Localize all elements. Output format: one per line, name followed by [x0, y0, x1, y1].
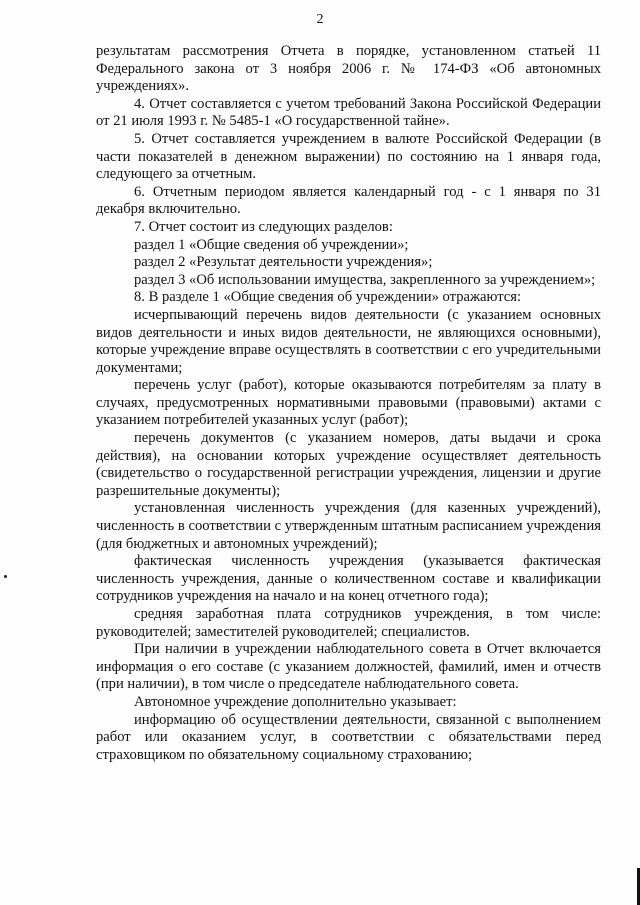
paragraph: Автономное учреждение дополнительно указывает:	[134, 693, 457, 710]
paragraph: 7. Отчет состоит из следующих разделов:	[134, 218, 393, 235]
paragraph: 4. Отчет составляется с учетом требований Закона Российской Федерации от 21 июля 1993 г. № 5485-1 «О государственной тайне».	[96, 95, 601, 130]
list-item: фактическая численность учреждения (указывается фактическая численность учреждения, данные о количественном составе и квалификации сотрудников учреждения на начало и на конец отчетного года);	[96, 553, 601, 605]
list-item: перечень документов (с указанием номеров, даты выдачи и срока действия), на основании которых учреждение осуществляет деятельность (свидетельство о государственной регистрации учреждения, лицензии и другие разрешительные документы);	[96, 430, 601, 499]
list-item: средняя заработная плата сотрудников учреждения, в том числе: руководителей; заместителей руководителей; специалистов.	[96, 606, 601, 640]
list-item: раздел 3 «Об использовании имущества, закрепленного за учреждением»;	[134, 271, 596, 288]
paragraph: 5. Отчет составляется учреждением в валюте Российской Федерации (в части показателей в денежном выражении) по состоянию на 1 января года, следующего за отчетным.	[96, 130, 601, 183]
list-item: информацию об осуществлении деятельности, связанной с выполнением работ или оказанием услуг, в соответствии с обязательствами перед страховщиком по обязательному социальному страхованию;	[96, 711, 601, 763]
paragraph: результатам рассмотрения Отчета в порядке, установленном статьей 11 Федерального закона от 3 ноября 2006 г. № 174-ФЗ «Об автономных учреждениях».	[96, 43, 601, 95]
list-item: исчерпывающий перечень видов деятельности (с указанием основных видов деятельности и иных видов деятельности, не являющихся основными), которые учреждение вправе осуществлять в соответствии с его учредительными документами;	[96, 306, 601, 376]
paragraph: 8. В разделе 1 «Общие сведения об учреждении» отражаются:	[134, 289, 522, 306]
list-item: раздел 1 «Общие сведения об учреждении»;	[134, 236, 409, 253]
list-item: установленная численность учреждения (для казенных учреждений), численность в соответствии с утвержденным штатным расписанием учреждения (для бюджетных и автономных учреждений);	[96, 500, 601, 552]
paragraph: 6. Отчетным периодом является календарный год - с 1 января по 31 декабря включительно.	[96, 183, 601, 218]
document-body	[96, 43, 601, 764]
paragraph: При наличии в учреждении наблюдательного совета в Отчет включается информация о его составе (с указанием должностей, фамилий, имен и отчеств (при наличии), в том числе о председателе наблюдательного совета.	[96, 641, 601, 693]
list-item: раздел 2 «Результат деятельности учреждения»;	[134, 254, 433, 271]
scan-dot-mark	[4, 575, 7, 578]
list-item: перечень услуг (работ), которые оказываются потребителям за плату в случаях, предусмотренных нормативными правовыми (правовыми) актами с указанием потребителей указанных услуг (работ);	[96, 377, 601, 429]
page-number: 2	[316, 12, 324, 27]
